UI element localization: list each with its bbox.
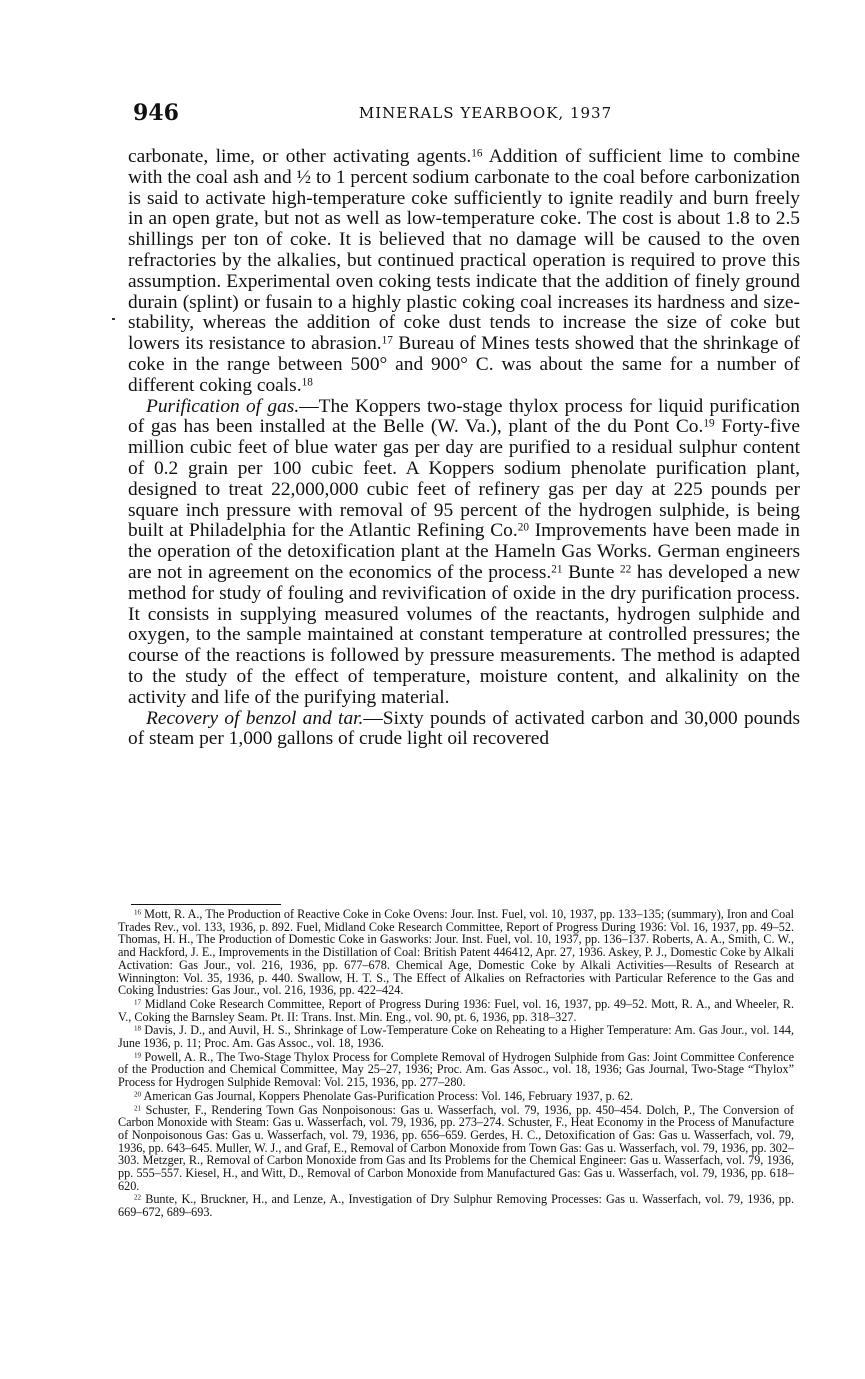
footnote-18: $^{18}$ Davis, J. D., and Auvil, H. S., Shrinkage of Low-Temperature Coke on Reheating to a Higher Temperature: Am. Gas Jour., vol. 144, June 1936, p. 11; Proc. Am. Gas Assoc., vol. 18, 1936. (118, 1023, 795, 1051)
section-heading-recovery: Recovery of benzol and tar. (146, 707, 364, 729)
footnote-17: $^{17}$ Midland Coke Research Committee, Report of Progress During 1936: Fuel, vol. 16, 1937, pp. 49–52. Mott, R. A., and Wheeler, R. V., Coking the Barnsley Seam. Pt. II: Trans. Inst. Min. Eng., vol. 90, pt. 6, 1936, pp. 318–327. (118, 996, 794, 1024)
footnote-20: $^{20}$ American Gas Journal, Koppers Phenolate Gas-Purification Process: Vol. 146, February 1937, p. 62. (134, 1088, 634, 1103)
paragraph-coke-activation: carbonate, lime, or other activating agents.$^{16}$ Addition of sufficient lime to combine with the coal ash and ½ to 1 percent sodium carbonate to the coal before carbonization is said to activate high-temperature coke sufficiently to ignite readily and burn freely in an open grate, but not as well as low-temperature coke. The cost is about 1.8 to 2.5 shillings per ton of coke. It is believed that no damage will be caused to the oven refractories by the alkalies, but continued practical operation is required to prove this assumption. Experimental oven coking tests indicate that the addition of finely ground durain (splint) or fusain to a highly plastic coking coal increases its hardness and size-stability, whereas the addition of coke dust tends to increase the size of coke but lowers its resistance to abrasion.$^{17}$ Bureau of Mines tests showed that the shrinkage of coke in the range between 500° and 900° C. was about the same for a number of different coking coals.$^{18}$ (128, 146, 800, 396)
running-title: MINERALS YEARBOOK, 1937 (358, 104, 613, 122)
footnotes (118, 908, 794, 1219)
section-heading-purification: Purification of gas. (146, 395, 300, 417)
footnote-ref-16[interactable]: 16 (471, 147, 483, 160)
page-number: 946 (133, 100, 179, 126)
footnote-ref-18[interactable]: 18 (301, 376, 313, 389)
page-header (133, 100, 798, 130)
paragraph-purification-of-gas: Purification of gas.—The Koppers two-stage thylox process for liquid purification of gas has been installed at the Belle (W. Va.), plant of the du Pont Co.$^{19}$ Forty-five million cubic feet of blue water gas per day are purified to a residual sulphur content of 0.2 grain per 100 cubic feet. A Koppers sodium phenolate purification plant, designed to treat 22,000,000 cubic feet of refinery gas per day at 225 pounds per square inch pressure with removal of 95 percent of the hydrogen sulphide, is being built at Philadelphia for the Atlantic Refining Co.$^{20}$ Improvements have been made in the operation of the detoxification plant at the Hameln Gas Works. German engineers are not in agreement on the economics of the process.$^{21}$ Bunte $^{22}$ has developed a new method for study of fouling and revivification of oxide in the dry purification process. It consists in supplying measured volumes of the reactants, hydrogen sulphide and oxygen, to the sample maintained at constant temperature at controlled pressures; the course of the reactions is followed by pressure measurements. The method is adapted to the study of the effect of temperature, moisture content, and alkalinity on the activity and life of the purifying material. (128, 395, 801, 708)
footnote-ref-21[interactable]: 21 (551, 563, 563, 576)
footnote-21: $^{21}$ Schuster, F., Rendering Town Gas Nonpoisonous: Gas u. Wasserfach, vol. 79, 1936, pp. 450–454. Dolch, P., The Conversion of Carbon Monoxide with Steam: Gas u. Wasserfach, vol. 79, 1936, pp. 273–274. Schuster, F., Heat Economy in the Process of Manufacture of Nonpoisonous Gas: Gas u. Wasserfach, vol. 79, 1936, pp. 656–659. Gerdes, H. C., Detoxification of Gas: Gas u. Wasserfach, vol. 79, 1936, pp. 643–645. Muller, W. J., and Graf, E., Removal of Carbon Monoxide from Town Gas: Gas u. Wasserfach, vol. 79, 1936, pp. 302–303. Metzger, R., Removal of Carbon Monoxide from Gas and Its Problems for the Chemical Engineer: Gas u. Wasserfach, vol. 79, 1936, pp. 555–557. Kiesel, H., and Witt, D., Removal of Carbon Monoxide from Manufactured Gas: Gas u. Wasserfach, vol. 79, 1936, pp. 618–620. (118, 1102, 794, 1193)
margin-mark (112, 318, 115, 320)
paragraph-recovery-benzol-tar: Recovery of benzol and tar.—Sixty pounds of activated carbon and 30,000 pounds of steam per 1,000 gallons of crude light oil recovered (128, 707, 800, 750)
footnote-ref-17[interactable]: 17 (381, 334, 393, 347)
footnote-ref-20[interactable]: 20 (517, 521, 529, 534)
footnote-19: $^{19}$ Powell, A. R., The Two-Stage Thylox Process for Complete Removal of Hydrogen Sulphide from Gas: Joint Committee Conference of the Production and Chemical Committee, May 25–27, 1936; Proc. Am. Gas Assoc., vol. 18, 1936; Gas Journal, Two-Stage “Thylox” Process for Hydrogen Sulphide Removal: Vol. 215, 1936, pp. 277–280. (118, 1049, 794, 1090)
footnote-22: $^{22}$ Bunte, K., Bruckner, H., and Lenze, A., Investigation of Dry Sulphur Removing Processes: Gas u. Wasserfach, vol. 79, 1936, pp. 669–672, 689–693. (118, 1192, 795, 1220)
body-text (128, 147, 800, 750)
footnote-ref-19[interactable]: 19 (703, 417, 715, 430)
footnote-ref-22[interactable]: 22 (620, 563, 632, 576)
footnote-divider (131, 904, 281, 905)
footnote-16: $^{16}$ Mott, R. A., The Production of Reactive Coke in Coke Ovens: Jour. Inst. Fuel, vol. 10, 1937, pp. 133–135; (summary), Iron and Coal Trades Rev., vol. 133, 1936, p. 892. Fuel, Midland Coke Research Committee, Report of Progress During 1936: Vol. 16, 1937, pp. 49–52. Thomas, H. H., The Production of Domestic Coke in Gasworks: Jour. Inst. Fuel, vol. 10, 1937, pp. 136–137. Roberts, A. A., Smith, C. W., and Hackford, J. E., Improvements in the Distillation of Coal: British Patent 446412, Apr. 27, 1936. Askey, P. J., Domestic Coke by Alkali Activation: Gas Jour., vol. 216, 1936, pp. 677–678. Chemical Age, Domestic Coke by Alkali Activities—Results of Research at Winnington: Vol. 35, 1936, p. 440. Swallow, H. T. S., The Effect of Alkalies on Refractories with Particular Reference to the Gas and Coking Industries: Gas Jour., vol. 216, 1936, pp. 422–424. (118, 907, 794, 998)
